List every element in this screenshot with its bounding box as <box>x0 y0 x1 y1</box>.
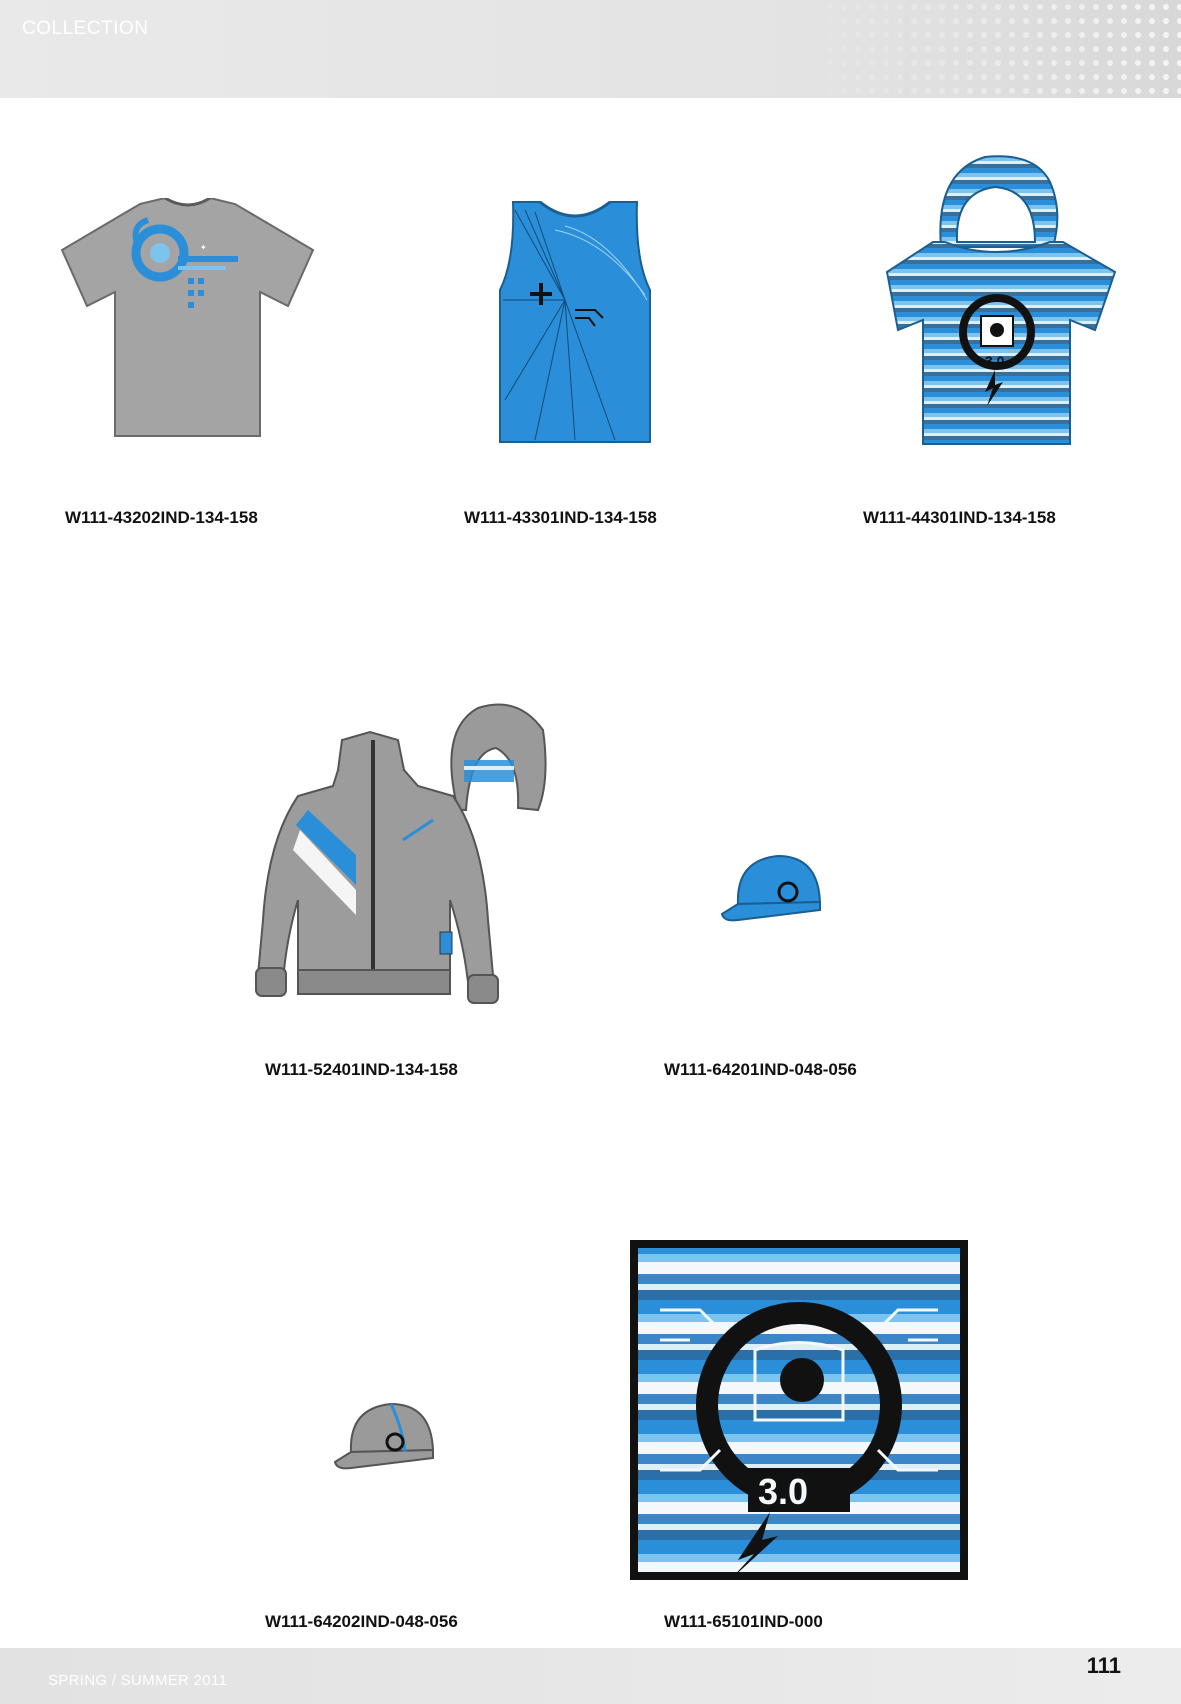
header-dot-pattern <box>781 0 1181 98</box>
page-number: 111 <box>1086 1653 1121 1678</box>
product-code: W111-65101IND-000 <box>664 1612 823 1631</box>
product-image-scarf-print <box>630 1240 968 1580</box>
product-code: W111-44301IND-134-158 <box>863 508 1056 527</box>
svg-text:✦: ✦ <box>200 243 207 252</box>
header-title: COLLECTION <box>22 18 149 39</box>
product-code: W111-64202IND-048-056 <box>265 1612 458 1631</box>
product-image-cap-grey <box>333 1400 438 1476</box>
product-image-tank-top-blue <box>495 200 655 445</box>
page-footer <box>0 1648 1181 1704</box>
page-header <box>0 0 1181 98</box>
product-image-tshirt-grey <box>60 198 315 443</box>
season-label: SPRING / SUMMER 2011 <box>48 1672 228 1689</box>
product-image-cap-blue <box>720 852 825 928</box>
product-code: W111-43202IND-134-158 <box>65 508 258 527</box>
product-code: W111-43301IND-134-158 <box>464 508 657 527</box>
product-code: W111-52401IND-134-158 <box>265 1060 458 1079</box>
product-code: W111-64201IND-048-056 <box>664 1060 857 1079</box>
product-image-hooded-jacket-grey <box>238 700 548 1020</box>
svg-text:3.0: 3.0 <box>758 1471 809 1512</box>
svg-text:3.0: 3.0 <box>985 353 1005 369</box>
product-image-hooded-tee-striped <box>885 152 1117 450</box>
